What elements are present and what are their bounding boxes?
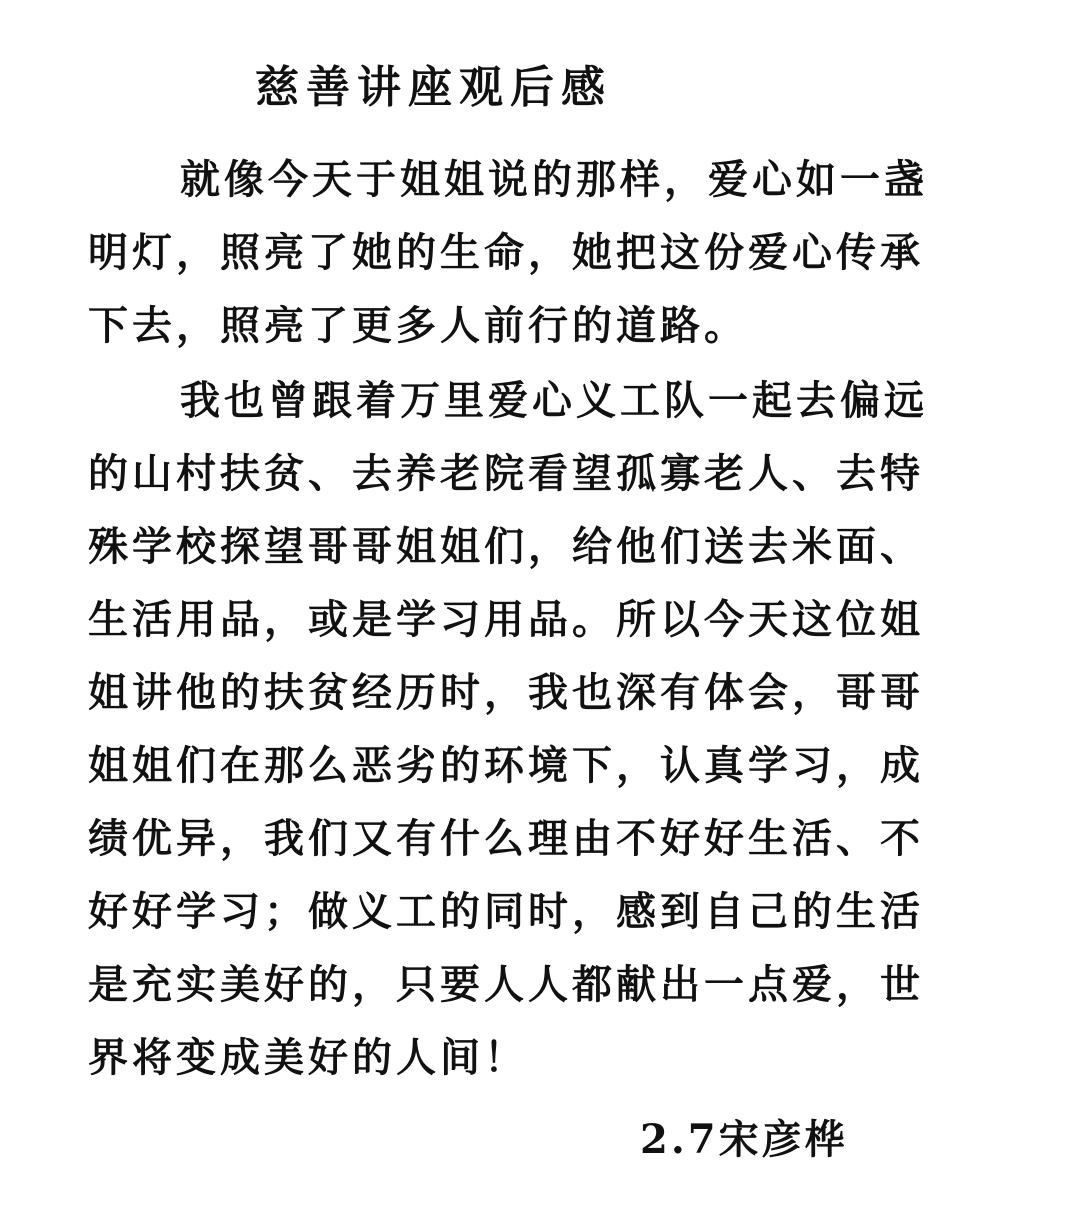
paragraph-1 — [88, 143, 968, 362]
paragraph-2-line: 好好学习；做义工的同时，感到自己的生活 — [88, 888, 924, 935]
paragraph-2-line: 生活用品，或是学习用品。所以今天这位姐 — [88, 596, 924, 643]
paragraph-1-line: 下去，照亮了更多人前行的道路。 — [88, 302, 748, 349]
paragraph-2 — [88, 364, 968, 1094]
paragraph-2-line: 是充实美好的，只要人人都献出一点爱，世 — [88, 961, 924, 1008]
paragraph-2-line: 殊学校探望哥哥姐姐们，给他们送去米面、 — [88, 523, 924, 570]
signature-date: 2.7宋彦桦 — [640, 1116, 848, 1163]
paragraph-2-line: 姐姐们在那么恶劣的环境下，认真学习，成 — [88, 742, 924, 789]
paragraph-2-line: 的山村扶贫、去养老院看望孤寡老人、去特 — [88, 450, 924, 497]
paragraph-2-line: 界将变成美好的人间！ — [88, 1034, 528, 1081]
paragraph-1-line: 明灯，照亮了她的生命，她把这份爱心传承 — [88, 229, 924, 276]
paragraph-1-line: 就像今天于姐姐说的那样，爱心如一盏 — [180, 156, 928, 203]
paragraph-2-line: 绩优异，我们又有什么理由不好好生活、不 — [88, 815, 924, 862]
essay-title: 慈善讲座观后感 — [255, 62, 612, 113]
paragraph-2-line: 姐讲他的扶贫经历时，我也深有体会，哥哥 — [88, 669, 924, 716]
paragraph-2-line: 我也曾跟着万里爱心义工队一起去偏远 — [180, 377, 928, 424]
